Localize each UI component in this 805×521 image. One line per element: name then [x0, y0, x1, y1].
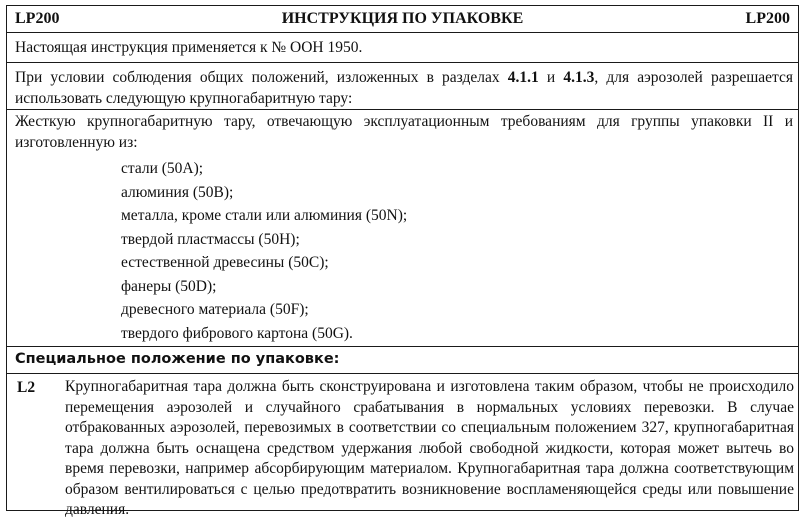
material-item: алюминия (50B);: [121, 183, 234, 201]
packing-instruction-table: [6, 5, 799, 518]
special-provision-title: Специальное положение по упаковке:: [15, 351, 340, 367]
materials-list: [121, 157, 407, 345]
applies-to-row: [7, 33, 798, 63]
special-provision-section: [7, 347, 798, 518]
instruction-code-left: LP200: [15, 10, 60, 27]
instruction-code-right: LP200: [745, 10, 790, 27]
material-item: твердого фибрового картона (50G).: [121, 324, 353, 342]
instruction-title: ИНСТРУКЦИЯ ПО УПАКОВКЕ: [281, 10, 524, 27]
material-item: твердой пластмассы (50H);: [121, 230, 300, 248]
conditions-divider: [7, 109, 798, 110]
material-item: фанеры (50D);: [121, 277, 217, 295]
special-provision-divider: [7, 373, 798, 374]
section-ref-4-1-1: 4.1.1: [507, 69, 539, 86]
material-item: древесного материала (50F);: [121, 301, 309, 318]
special-provision-text: Крупногабаритная тара должна быть сконструирована и изготовлена таким образом, чтобы не происходило перемещения аэрозолей и случайного срабатывания в нормальных условиях перевозки. В случае отбракованных аэрозолей, перевозимых в соответствии со специальным положением 327, крупногабаритная тара должна быть оснащена средством удержания любой свободной жидкости, которая может вытечь во время перевозки, например абсорбирующим материалом. Крупногабаритная тара должна соответствующим образом вентилироваться с целью предотвратить возникновение воспламеняющейся среды или повышение давления.: [65, 378, 794, 518]
conditions-intro: [15, 67, 793, 109]
section-ref-4-1-3: 4.1.3: [563, 69, 595, 86]
intro-text-after: , для аэрозолей разрешается использовать следующую крупногабаритную тару:: [15, 69, 793, 107]
material-item: естественной древесины (50C);: [121, 254, 329, 271]
intro-conjunction: и: [538, 69, 564, 86]
material-item: металла, кроме стали или алюминия (50N);: [121, 207, 408, 224]
material-item: стали (50A);: [121, 160, 204, 177]
table-header: [7, 6, 798, 33]
applies-to-text: Настоящая инструкция применяется к № ООН 1950.: [15, 39, 363, 56]
intro-text-before: При условии соблюдения общих положений, изложенных в разделах: [15, 69, 508, 86]
conditions-section: [7, 63, 798, 347]
special-provision-code: L2: [17, 379, 36, 396]
requirement-text: Жесткую крупногабаритную тару, отвечающую эксплуатационным требованиям для группы упаковки II и изготовленную из:: [15, 113, 793, 151]
